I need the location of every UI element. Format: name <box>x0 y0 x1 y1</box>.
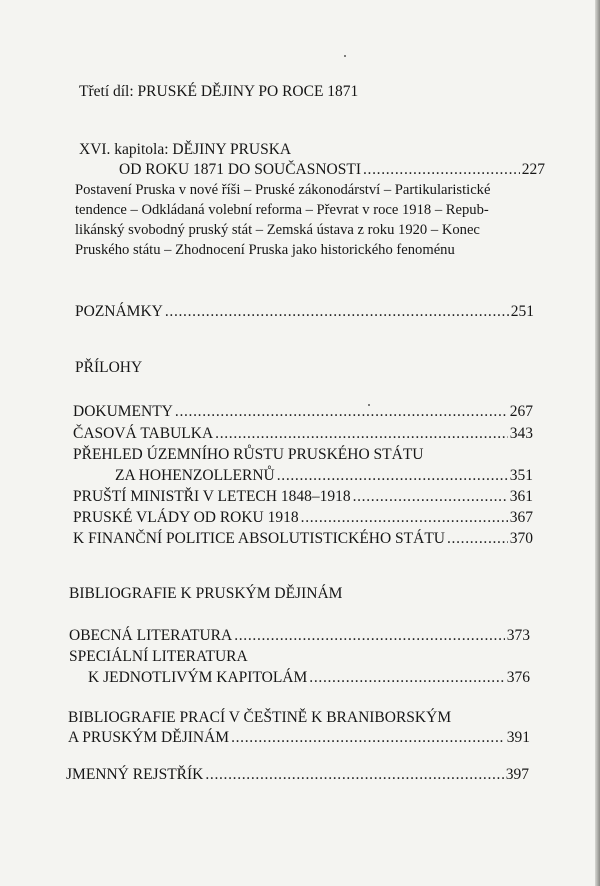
page-edge-shadow <box>595 0 600 886</box>
page-number: 376 <box>506 669 530 686</box>
chapter-entry[interactable] <box>119 160 545 180</box>
entry-title: K JEDNOTLIVÝM KAPITOLÁM <box>88 669 308 686</box>
page-number: 351 <box>509 467 533 484</box>
bibliografie-heading: BIBLIOGRAFIE K PRUSKÝM DĚJINÁM <box>69 585 343 602</box>
jmenny-rejstrik-entry[interactable] <box>66 765 529 785</box>
page-number: 343 <box>509 425 533 442</box>
bib-cestina-entry[interactable] <box>68 728 530 748</box>
dot-leader <box>165 302 509 322</box>
prehled-entry[interactable] <box>115 466 533 486</box>
entry-title: ZA HOHENZOLLERNŮ <box>115 467 275 484</box>
entry-title: PRUŠTÍ MINISTŘI V LETECH 1848–1918 <box>73 488 351 505</box>
page-number: 251 <box>510 303 534 320</box>
dot-leader <box>309 668 504 688</box>
bib-cestina-title-line1: BIBLIOGRAFIE PRACÍ V ČEŠTINĚ K BRANIBORSKÝM <box>68 709 452 726</box>
obecna-literatura-entry[interactable] <box>69 626 530 646</box>
entry-title: DOKUMENTY <box>73 403 173 420</box>
entry-title: POZNÁMKY <box>75 303 163 320</box>
description-line: likánský svobodný pruský stát – Zemská ústava z roku 1920 – Konec <box>75 222 480 238</box>
page-number: 370 <box>509 530 533 547</box>
page-number: 391 <box>506 729 530 746</box>
page-number: 267 <box>509 403 533 420</box>
page-number: 373 <box>506 627 530 644</box>
dokumenty-entry[interactable] <box>73 402 533 422</box>
dot-leader <box>301 508 508 528</box>
paper-speck <box>344 55 346 57</box>
entry-title: A PRUSKÝM DĚJINÁM <box>68 729 230 746</box>
prilohy-heading: PŘÍLOHY <box>75 359 143 376</box>
chapter-title-line1: XVI. kapitola: DĚJINY PRUSKA <box>79 141 292 158</box>
page-number: 367 <box>509 509 533 526</box>
dot-leader <box>215 424 508 444</box>
specialni-title-line1: SPECIÁLNÍ LITERATURA <box>69 648 248 665</box>
casova-tabulka-entry[interactable] <box>73 424 533 444</box>
dot-leader <box>231 728 505 748</box>
part-heading: Třetí díl: PRUSKÉ DĚJINY PO ROCE 1871 <box>79 83 359 100</box>
dot-leader <box>234 626 505 646</box>
description-line: Pruského státu – Zhodnocení Pruska jako historického fenoménu <box>75 242 455 258</box>
chapter-title-line2: OD ROKU 1871 DO SOUČASNOSTI <box>119 161 361 178</box>
page-number: 361 <box>509 488 533 505</box>
ministri-entry[interactable] <box>73 487 533 507</box>
entry-title: ČASOVÁ TABULKA <box>73 425 214 442</box>
specialni-literatura-entry[interactable] <box>88 668 530 688</box>
dot-leader <box>447 529 508 549</box>
description-line: tendence – Odkládaná volební reforma – Převrat v roce 1918 – Repub- <box>75 202 489 218</box>
poznamky-entry[interactable] <box>75 302 534 322</box>
entry-title: K FINANČNÍ POLITICE ABSOLUTISTICKÉHO STÁTU <box>73 530 445 547</box>
dot-leader <box>205 765 503 785</box>
chapter-description <box>75 180 517 260</box>
dot-leader <box>277 466 508 486</box>
dot-leader <box>363 160 520 180</box>
vlady-entry[interactable] <box>73 508 533 528</box>
financni-politika-entry[interactable] <box>73 529 533 549</box>
dot-leader <box>353 487 508 507</box>
entry-title: JMENNÝ REJSTŘÍK <box>66 766 204 783</box>
entry-title: PRUSKÉ VLÁDY OD ROKU 1918 <box>73 509 299 526</box>
entry-title: OBECNÁ LITERATURA <box>69 627 233 644</box>
description-line: Postavení Pruska v nové říši – Pruské zákonodárství – Partikularistické <box>75 182 491 198</box>
prehled-title-line1: PŘEHLED ÚZEMNÍHO RŮSTU PRUSKÉHO STÁTU <box>73 446 424 463</box>
page-number: 227 <box>521 161 545 178</box>
page-number: 397 <box>505 766 529 783</box>
dot-leader <box>175 402 508 422</box>
